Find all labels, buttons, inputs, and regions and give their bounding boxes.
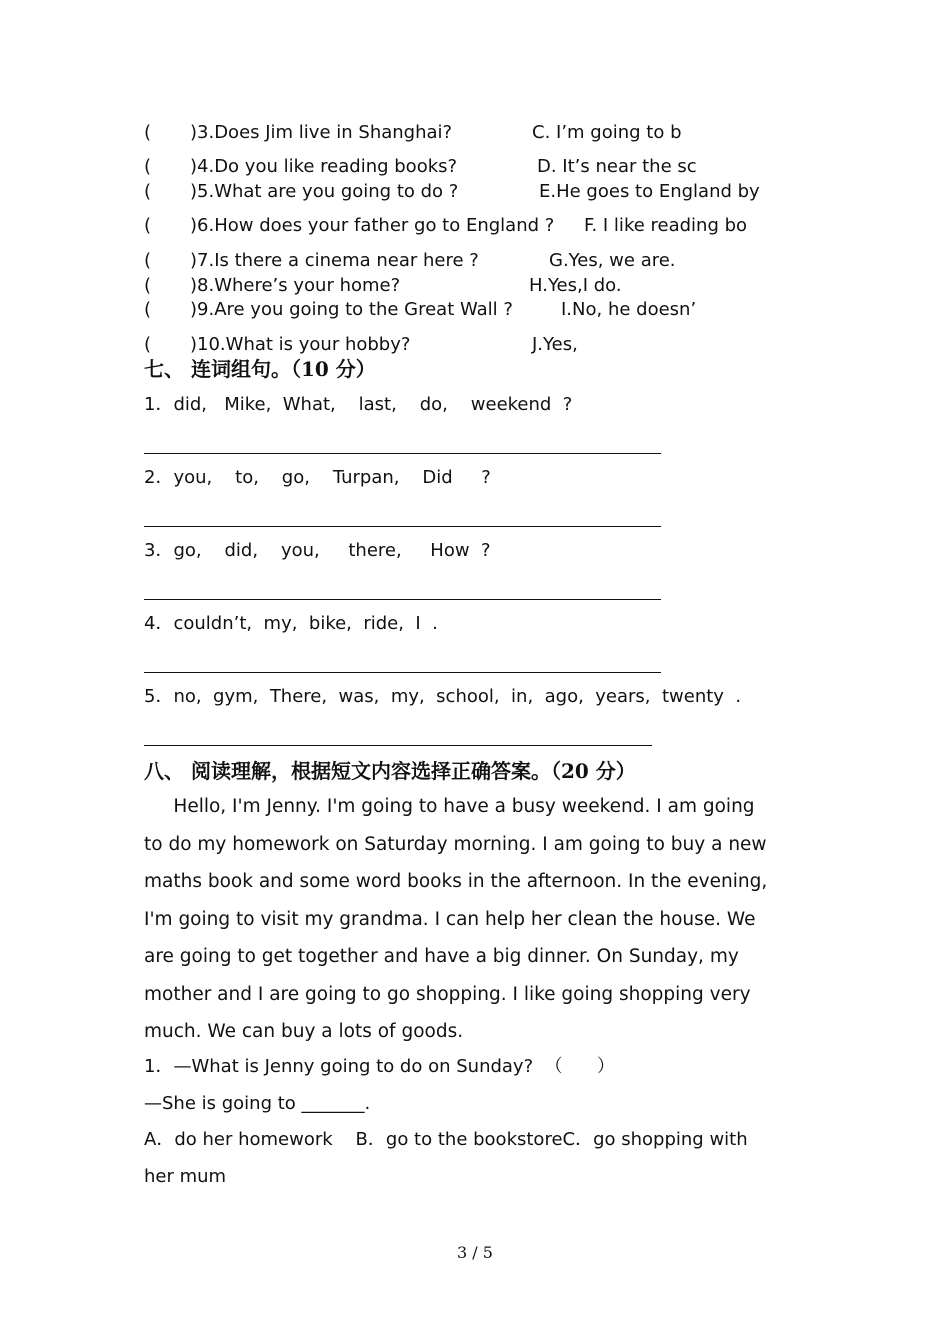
- question-text: )7.Is there a cinema near here ?: [190, 250, 479, 271]
- question-text: )6.How does your father go to England ?: [190, 215, 555, 236]
- sentence-item-2: 2．you, to, go, Turpan, Did ?: [144, 467, 491, 488]
- passage-line: much. We can buy a lots of goods.: [144, 1021, 464, 1042]
- passage-line: are going to get together and have a big dinner. On Sunday, my: [144, 946, 739, 967]
- answer-blank: (: [144, 122, 152, 143]
- answer-blank: (: [144, 334, 152, 355]
- question-text: )4.Do you like reading books?: [190, 156, 458, 177]
- section-8-title: 八、 阅读理解，根据短文内容选择正确答案。（20 分）: [144, 759, 636, 783]
- answer-option: D. It’s near the sc: [537, 156, 697, 177]
- question-text: )10.What is your hobby?: [190, 334, 411, 355]
- answer-line: [144, 599, 661, 600]
- answer-option: E.He goes to England by: [539, 181, 760, 202]
- answer-line: [144, 453, 661, 454]
- answer-blank: (: [144, 181, 152, 202]
- passage-line: mother and I are going to go shopping. I like going shopping very: [144, 983, 751, 1005]
- passage-line: to do my homework on Saturday morning. I am going to buy a new: [144, 833, 767, 855]
- question-1-options-cont: her mum: [144, 1166, 227, 1187]
- answer-option: J.Yes,: [532, 334, 578, 355]
- question-text: )5.What are you going to do ?: [190, 181, 459, 202]
- answer-line: [144, 526, 661, 527]
- passage-line: maths book and some word books in the afternoon. In the evening,: [144, 871, 768, 892]
- sentence-item-1: 1．did, Mike, What, last, do, weekend ?: [144, 394, 573, 415]
- question-1: 1．—What is Jenny going to do on Sunday? （ ）: [144, 1056, 615, 1077]
- passage-line: I'm going to visit my grandma. I can help her clean the house. We: [144, 908, 756, 930]
- question-text: )9.Are you going to the Great Wall ?: [190, 299, 513, 320]
- question-text: )3.Does Jim live in Shanghai?: [190, 122, 453, 143]
- answer-option: I.No, he doesn’: [561, 299, 697, 320]
- page-number: 3 / 5: [457, 1243, 493, 1262]
- answer-blank: (: [144, 156, 152, 177]
- answer-line: [144, 745, 652, 746]
- answer-line: [144, 672, 661, 673]
- reading-passage: [144, 788, 794, 1051]
- question-1-options: A．do her homework B．go to the bookstoreC．go shopping with: [144, 1129, 748, 1150]
- answer-blank: (: [144, 275, 152, 296]
- answer-blank: (: [144, 215, 152, 236]
- sentence-item-3: 3．go, did, you, there, How ?: [144, 540, 491, 561]
- answer-blank: (: [144, 299, 152, 320]
- answer-blank: (: [144, 250, 152, 271]
- sentence-item-5: 5．no, gym, There, was, my, school, in, ago, years, twenty .: [144, 686, 742, 707]
- section-7-title: 七、 连词组句。（10 分）: [144, 357, 376, 381]
- answer-option: G.Yes, we are.: [549, 250, 676, 271]
- sentence-item-4: 4．couldn’t, my, bike, ride, I .: [144, 613, 438, 634]
- answer-option: C. I’m going to b: [532, 122, 682, 143]
- passage-line: Hello, I'm Jenny. I'm going to have a busy weekend. I am going: [144, 796, 755, 817]
- question-text: )8.Where’s your home?: [190, 275, 401, 296]
- answer-option: F. I like reading bo: [584, 215, 748, 236]
- question-1-stem: —She is going to _______.: [144, 1093, 371, 1114]
- answer-option: H.Yes,I do.: [529, 275, 622, 296]
